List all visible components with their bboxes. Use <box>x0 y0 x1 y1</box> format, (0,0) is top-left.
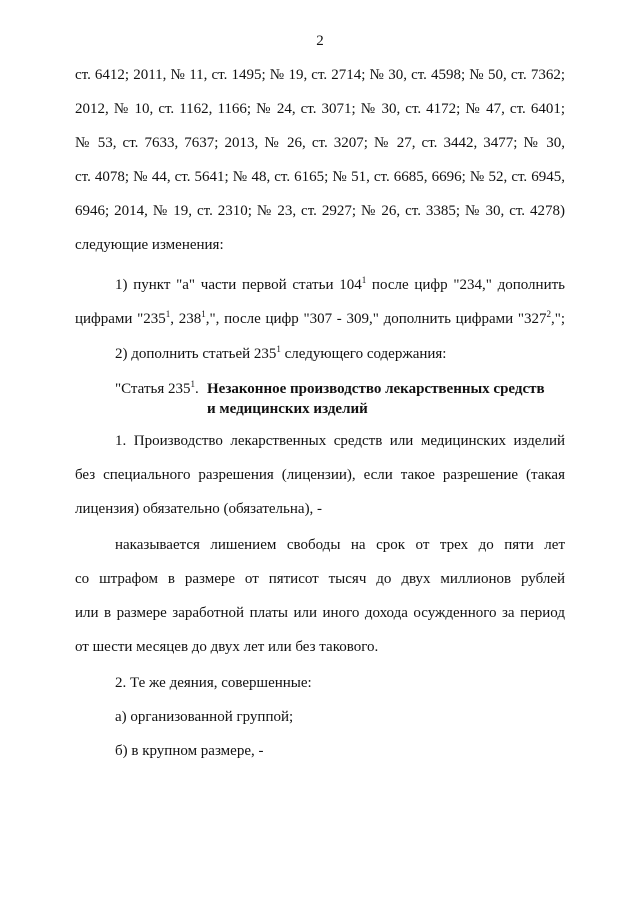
penalty-line: от шести месяцев до двух лет или без такового. <box>75 639 379 655</box>
amendment-item-2-line: 2) дополнить статьей $235^1$ следующего содержания: <box>115 344 447 362</box>
intro-line: 2012, № 10, ст. 1162, 1166; № 24, ст. 3071; № 30, ст. 4172; № 47, ст. 6401; <box>75 101 565 117</box>
intro-line: 6946; 2014, № 19, ст. 2310; № 23, ст. 2927; № 26, ст. 3385; № 30, ст. 4278) <box>75 203 565 219</box>
intro-line: ст. 4078; № 44, ст. 5641; № 48, ст. 6165; № 51, ст. 6685, 6696; № 52, ст. 6945, <box>75 169 565 185</box>
intro-line: ст. 6412; 2011, № 11, ст. 1495; № 19, ст. 2714; № 30, ст. 4598; № 50, ст. 7362; <box>75 67 565 83</box>
amendment-item-1-line1: 1) пункт "а" части первой статьи $104^1$ после цифр "234," дополнить <box>115 275 565 293</box>
part1-line: лицензия) обязательно (обязательна), - <box>75 501 323 517</box>
part2-intro: 2. Те же деяния, совершенные: <box>115 675 312 691</box>
penalty-paragraph <box>75 528 565 664</box>
article-title <box>115 379 565 419</box>
part1-line: без специального разрешения (лицензии), если такое разрешение (такая <box>75 467 565 483</box>
article-part-1 <box>75 424 565 526</box>
article-heading-line2: и медицинских изделий <box>207 401 368 417</box>
penalty-line: со штрафом в размере от пятисот тысяч до двух миллионов рублей <box>75 571 565 587</box>
article-heading-line1: Незаконное производство лекарственных средств <box>207 381 545 397</box>
page-number: 2 <box>316 33 324 49</box>
penalty-line: или в размере заработной платы или иного дохода осужденного за период <box>75 605 565 621</box>
part2-item-a: а) организованной группой; <box>115 709 294 725</box>
amendment-item-1-line2: цифрами "$235^1$, $238^1$,", после цифр "307 - 309," дополнить цифрами "$327^2$,"; <box>75 309 566 327</box>
intro-paragraph <box>75 58 565 262</box>
amendment-item-1 <box>75 268 565 336</box>
penalty-line: наказывается лишением свободы на срок от трех до пяти лет <box>115 537 565 553</box>
part2-item-b: б) в крупном размере, - <box>115 743 264 759</box>
article-part-2 <box>75 666 565 768</box>
amendment-item-2 <box>75 337 565 371</box>
part1-line: 1. Производство лекарственных средств или медицинских изделий <box>115 433 565 449</box>
article-label: "Статья $235^1$. <box>115 379 199 397</box>
intro-line: № 53, ст. 7633, 7637; 2013, № 26, ст. 3207; № 27, ст. 3442, 3477; № 30, <box>75 135 565 151</box>
intro-line: следующие изменения: <box>75 237 224 253</box>
